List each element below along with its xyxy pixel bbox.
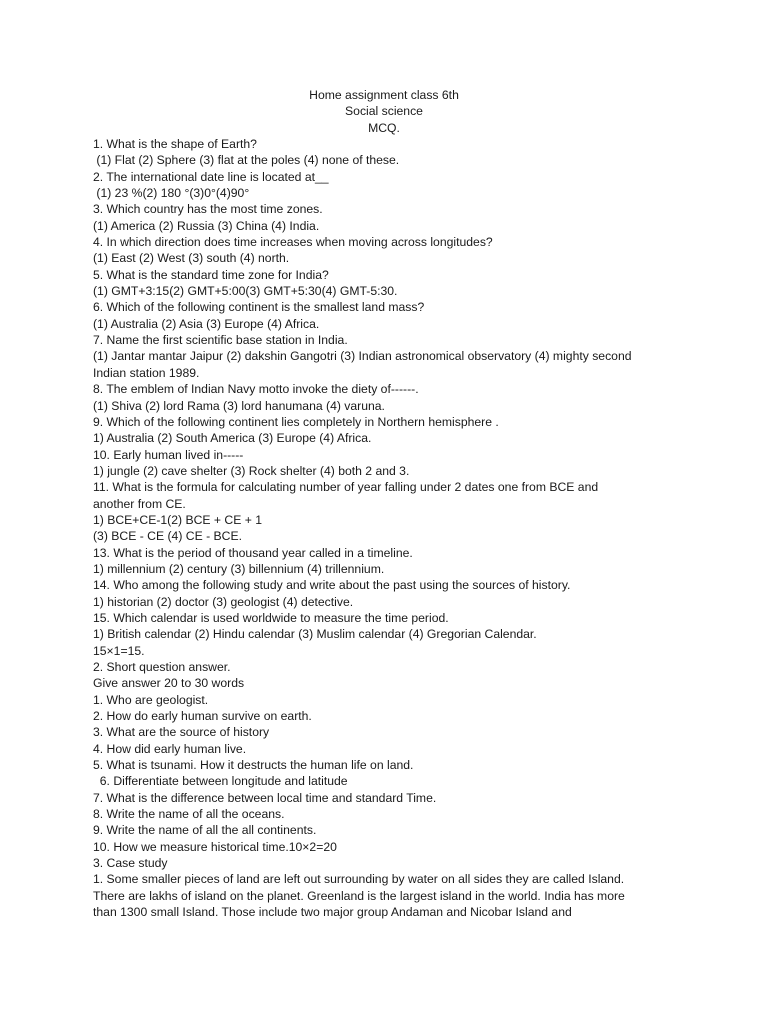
text-line: another from CE. — [93, 496, 186, 511]
text-line: 8. Write the name of all the oceans. — [93, 807, 285, 822]
document-body — [93, 136, 693, 921]
text-line: 9. Write the name of all the all continents. — [93, 823, 317, 838]
text-line: (1) America (2) Russia (3) China (4) India. — [93, 218, 320, 233]
text-line: 2. How do early human survive on earth. — [93, 709, 312, 724]
text-line: 1) BCE+CE-1(2) BCE + CE + 1 — [93, 512, 262, 527]
text-line: 1) jungle (2) cave shelter (3) Rock shelter (4) both 2 and 3. — [93, 463, 410, 478]
text-line: 1. Who are geologist. — [93, 692, 209, 707]
section-title: MCQ. — [368, 120, 400, 135]
text-line: 1) Australia (2) South America (3) Europe (4) Africa. — [93, 431, 372, 446]
text-line: 15. Which calendar is used worldwide to measure the time period. — [93, 610, 449, 625]
text-line: 1) historian (2) doctor (3) geologist (4) detective. — [93, 594, 354, 609]
text-line: (1) GMT+3:15(2) GMT+5:00(3) GMT+5:30(4) GMT-5:30. — [93, 284, 398, 299]
text-line: (1) Flat (2) Sphere (3) flat at the poles (4) none of these. — [93, 153, 400, 168]
text-line: 3. Which country has the most time zones. — [93, 202, 323, 217]
text-line: 15×1=15. — [93, 643, 145, 658]
text-line: 4. How did early human live. — [93, 741, 247, 756]
text-line: 2. The international date line is located at__ — [93, 169, 329, 184]
text-line: 7. Name the first scientific base station in India. — [93, 333, 348, 348]
assignment-title: Home assignment class 6th — [309, 88, 459, 102]
text-line: 6. Which of the following continent is the smallest land mass? — [93, 300, 425, 315]
text-line: There are lakhs of island on the planet. Greenland is the largest island in the world. India has more — [93, 888, 625, 903]
text-line: (1) Shiva (2) lord Rama (3) lord hanumana (4) varuna. — [93, 398, 385, 413]
subject-title: Social science — [345, 104, 423, 119]
text-line: 1) British calendar (2) Hindu calendar (3) Muslim calendar (4) Gregorian Calendar. — [93, 627, 537, 642]
text-line: (1) East (2) West (3) south (4) north. — [93, 251, 290, 266]
text-line: 1. What is the shape of Earth? — [93, 137, 257, 151]
text-line: 1. Some smaller pieces of land are left out surrounding by water on all sides they are called Island. — [93, 872, 625, 887]
text-line: 7. What is the difference between local time and standard Time. — [93, 790, 437, 805]
text-line: 4. In which direction does time increases when moving across longitudes? — [93, 235, 493, 250]
text-line: 9. Which of the following continent lies completely in Northern hemisphere . — [93, 414, 499, 429]
text-line: 11. What is the formula for calculating number of year falling under 2 dates one from BCE and — [93, 480, 599, 495]
text-line: 1) millennium (2) century (3) billennium (4) trillennium. — [93, 561, 385, 576]
text-line: 10. How we measure historical time.10×2=20 — [93, 839, 337, 854]
text-line: 5. What is tsunami. How it destructs the human life on land. — [93, 758, 414, 773]
text-line: 2. Short question answer. — [93, 660, 231, 674]
text-line: Indian station 1989. — [93, 365, 200, 380]
text-line: 5. What is the standard time zone for India? — [93, 267, 329, 282]
text-line: 6. Differentiate between longitude and latitude — [93, 774, 348, 789]
text-line: 8. The emblem of Indian Navy motto invoke the diety of------. — [93, 382, 419, 397]
text-line: 3. What are the source of history — [93, 725, 270, 740]
text-line: 10. Early human lived in----- — [93, 447, 244, 462]
text-line: than 1300 small Island. Those include two major group Andaman and Nicobar Island and — [93, 905, 572, 920]
text-line: 3. Case study — [93, 856, 168, 871]
text-line: (1) Jantar mantar Jaipur (2) dakshin Gangotri (3) Indian astronomical observatory (4) mighty second — [93, 349, 632, 364]
text-line: 13. What is the period of thousand year called in a timeline. — [93, 545, 413, 560]
text-line: 14. Who among the following study and write about the past using the sources of history. — [93, 578, 571, 593]
text-line: (3) BCE - CE (4) CE - BCE. — [93, 529, 242, 544]
text-line: Give answer 20 to 30 words — [93, 676, 245, 691]
text-line: (1) 23 %(2) 180 °(3)0°(4)90° — [93, 186, 250, 201]
text-line: (1) Australia (2) Asia (3) Europe (4) Africa. — [93, 316, 320, 331]
document-header — [0, 87, 768, 136]
